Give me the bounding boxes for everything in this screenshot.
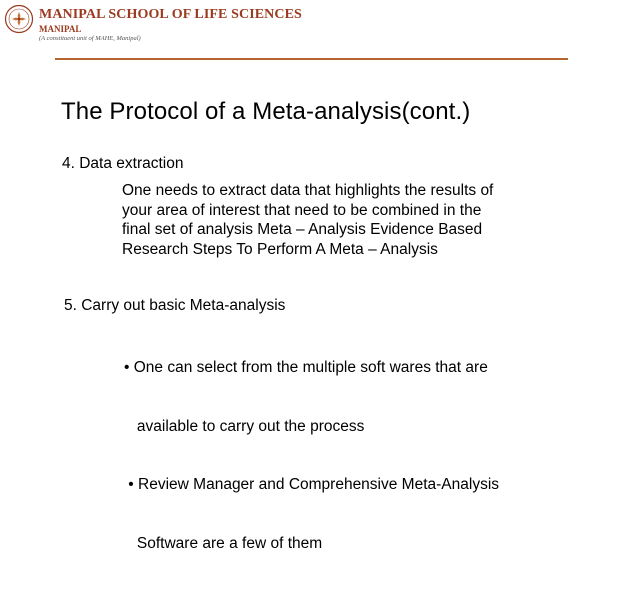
section-4-line: One needs to extract data that highlights the results of — [122, 182, 494, 199]
section-5-line: • One can select from the multiple soft wares that are — [124, 359, 488, 376]
header-divider — [55, 58, 568, 60]
section-4-line: final set of analysis Meta – Analysis Evidence Based — [122, 221, 483, 238]
section-4-heading: 4. Data extraction — [62, 155, 184, 172]
section-5-heading: 5. Carry out basic Meta-analysis — [64, 297, 286, 314]
section-4-line: Research Steps To Perform A Meta – Analysis — [122, 240, 438, 258]
logo-subtitle: MANIPAL — [39, 24, 82, 34]
section-5-line: • Review Manager and Comprehensive Meta-Analysis — [124, 476, 500, 493]
section-5-bullets — [124, 319, 499, 592]
section-4-line: your area of interest that need to be combined in the — [122, 201, 482, 219]
slide-title: The Protocol of a Meta-analysis(cont.) — [61, 98, 471, 125]
logo-title: MANIPAL SCHOOL OF LIFE SCIENCES — [39, 7, 302, 22]
section-4-body — [122, 181, 493, 259]
section-5-line: Software are a few of them — [124, 534, 323, 552]
logo-note: (A constituent unit of MAHE, Manipal) — [39, 35, 141, 42]
section-5-line: available to carry out the process — [124, 417, 365, 435]
institution-seal-logo — [4, 4, 34, 34]
